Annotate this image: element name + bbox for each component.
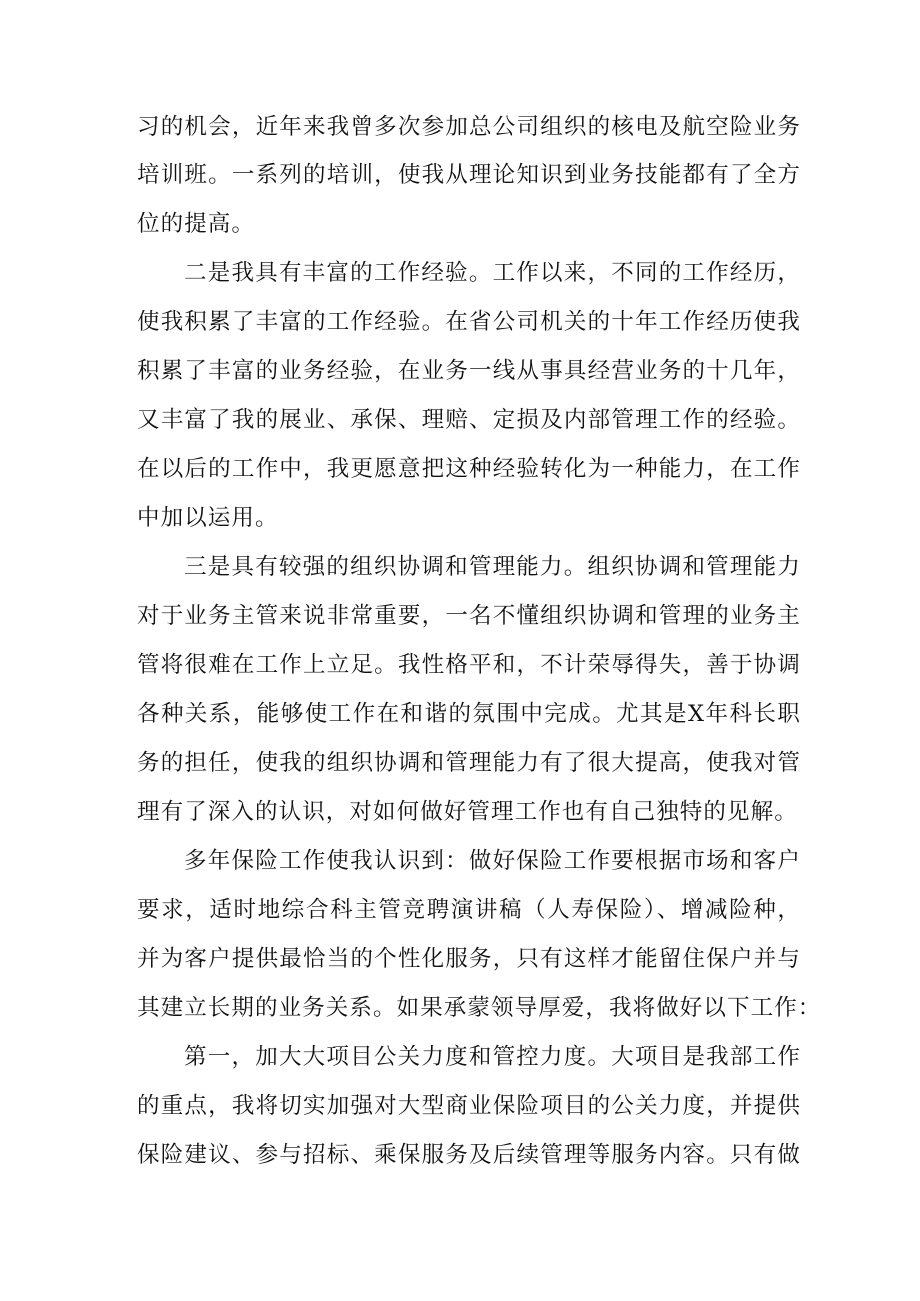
paragraph-first-line: 多年保险工作使我认识到：做好保险工作要根据市场和客户 [184,848,801,874]
text-line: 对于业务主管来说非常重要，一名不懂组织协调和管理的业务主 [137,603,801,629]
text-line: 的重点，我将切实加强对大型商业保险项目的公关力度，并提供 [137,1093,801,1119]
text-line: 其建立长期的业务关系。如果承蒙领导厚爱，我将做好以下工作： [137,995,822,1021]
text-line: 使我积累了丰富的工作经验。在省公司机关的十年工作经历使我 [137,309,801,335]
text-line: 习的机会，近年来我曾多次参加总公司组织的核电及航空险业务 [137,114,801,140]
text-line: 务的担任，使我的组织协调和管理能力有了很大提高，使我对管 [137,750,801,776]
text-line: 中加以运用。 [137,505,279,531]
text-line: 又丰富了我的展业、承保、理赔、定损及内部管理工作的经验。 [137,407,801,433]
text-line: 并为客户提供最恰当的个性化服务，只有这样才能留住保户并与 [137,946,801,972]
text-line: 积累了丰富的业务经验，在业务一线从事具经营业务的十几年， [137,358,801,384]
text-line: 保险建议、参与招标、乘保服务及后续管理等服务内容。只有做 [137,1142,801,1168]
text-line: 位的提高。 [137,211,256,237]
text-line: 培训班。一系列的培训，使我从理论知识到业务技能都有了全方 [137,162,801,188]
text-line: 要求，适时地综合科主管竞聘演讲稿（人寿保险）、增减险种， [137,897,801,923]
paragraph-first-line: 三是具有较强的组织协调和管理能力。组织协调和管理能力 [184,554,801,580]
text-line: 各种关系，能够使工作在和谐的氛围中完成。尤其是X年科长职 [137,701,801,727]
paragraph-first-line: 二是我具有丰富的工作经验。工作以来，不同的工作经历， [184,260,801,286]
text-line: 理有了深入的认识，对如何做好管理工作也有自己独特的见解。 [137,799,798,825]
text-line: 管将很难在工作上立足。我性格平和，不计荣辱得失，善于协调 [137,652,801,678]
text-line: 在以后的工作中，我更愿意把这种经验转化为一种能力，在工作 [137,456,801,482]
paragraph-first-line: 第一，加大大项目公关力度和管控力度。大项目是我部工作 [184,1044,801,1070]
